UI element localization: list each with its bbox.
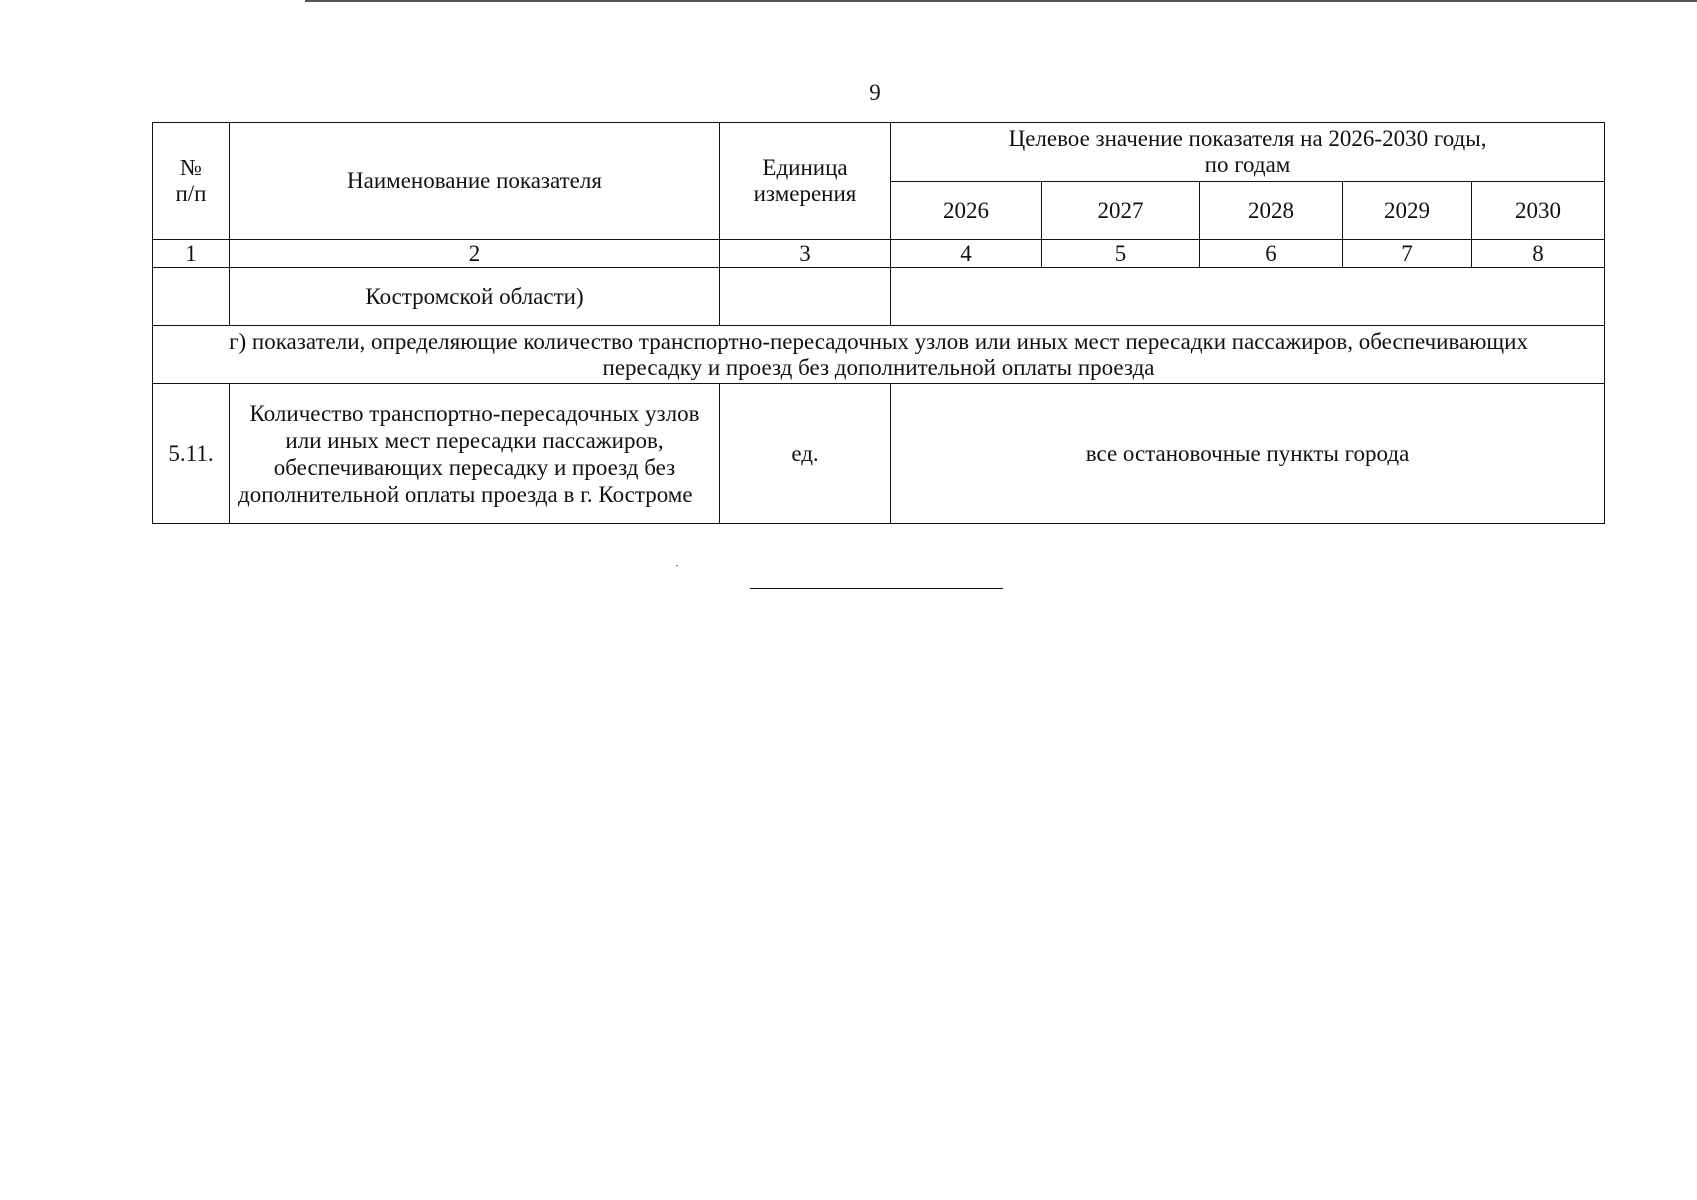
closing-rule (750, 588, 1003, 589)
column-numbers-row (153, 240, 1605, 268)
section-header-text: г) показатели, определяющие количество транспортно-пересадочных узлов или иных мест пересадки пассажиров, обеспечивающих пересадку и проезд без дополнительной оплаты проезда (153, 326, 1605, 384)
continuation-unit-cell (720, 268, 891, 326)
header-year-2026: 2026 (891, 182, 1042, 240)
header-unit: Единица измерения (720, 123, 891, 240)
column-number: 4 (891, 240, 1042, 268)
scan-top-edge (305, 0, 1697, 2)
continuation-row (153, 268, 1605, 326)
header-target-values: Целевое значение показателя на 2026-2030 годы, по годам (891, 123, 1605, 182)
row-num-cell: 5.11. (153, 384, 230, 524)
column-number: 7 (1343, 240, 1472, 268)
column-number: 6 (1200, 240, 1343, 268)
header-row (153, 123, 1605, 182)
row-unit-cell: ед. (720, 384, 891, 524)
column-number: 8 (1472, 240, 1605, 268)
column-number: 3 (720, 240, 891, 268)
continuation-value-cell (891, 268, 1605, 326)
continuation-name-cell: Костромской области) (230, 268, 720, 326)
section-header-row (153, 326, 1605, 384)
header-year-2029: 2029 (1343, 182, 1472, 240)
column-number: 5 (1042, 240, 1200, 268)
header-indicator-name: Наименование показателя (230, 123, 720, 240)
table-row (153, 384, 1605, 524)
header-num: № п/п (153, 123, 230, 240)
header-year-2028: 2028 (1200, 182, 1343, 240)
page-number: 9 (869, 80, 881, 105)
column-number: 1 (153, 240, 230, 268)
row-target-value-cell: все остановочные пункты города (891, 384, 1605, 524)
header-year-2027: 2027 (1042, 182, 1200, 240)
indicators-table (152, 122, 1605, 524)
scan-speck (676, 565, 678, 566)
header-year-2030: 2030 (1472, 182, 1605, 240)
row-indicator-name-cell: Количество транспортно-пересадочных узлов или иных мест пересадки пассажиров, обеспечивающих пересадку и проезд без дополнительной оплаты проезда в г. Костроме (230, 384, 720, 524)
continuation-num-cell (153, 268, 230, 326)
column-number: 2 (230, 240, 720, 268)
